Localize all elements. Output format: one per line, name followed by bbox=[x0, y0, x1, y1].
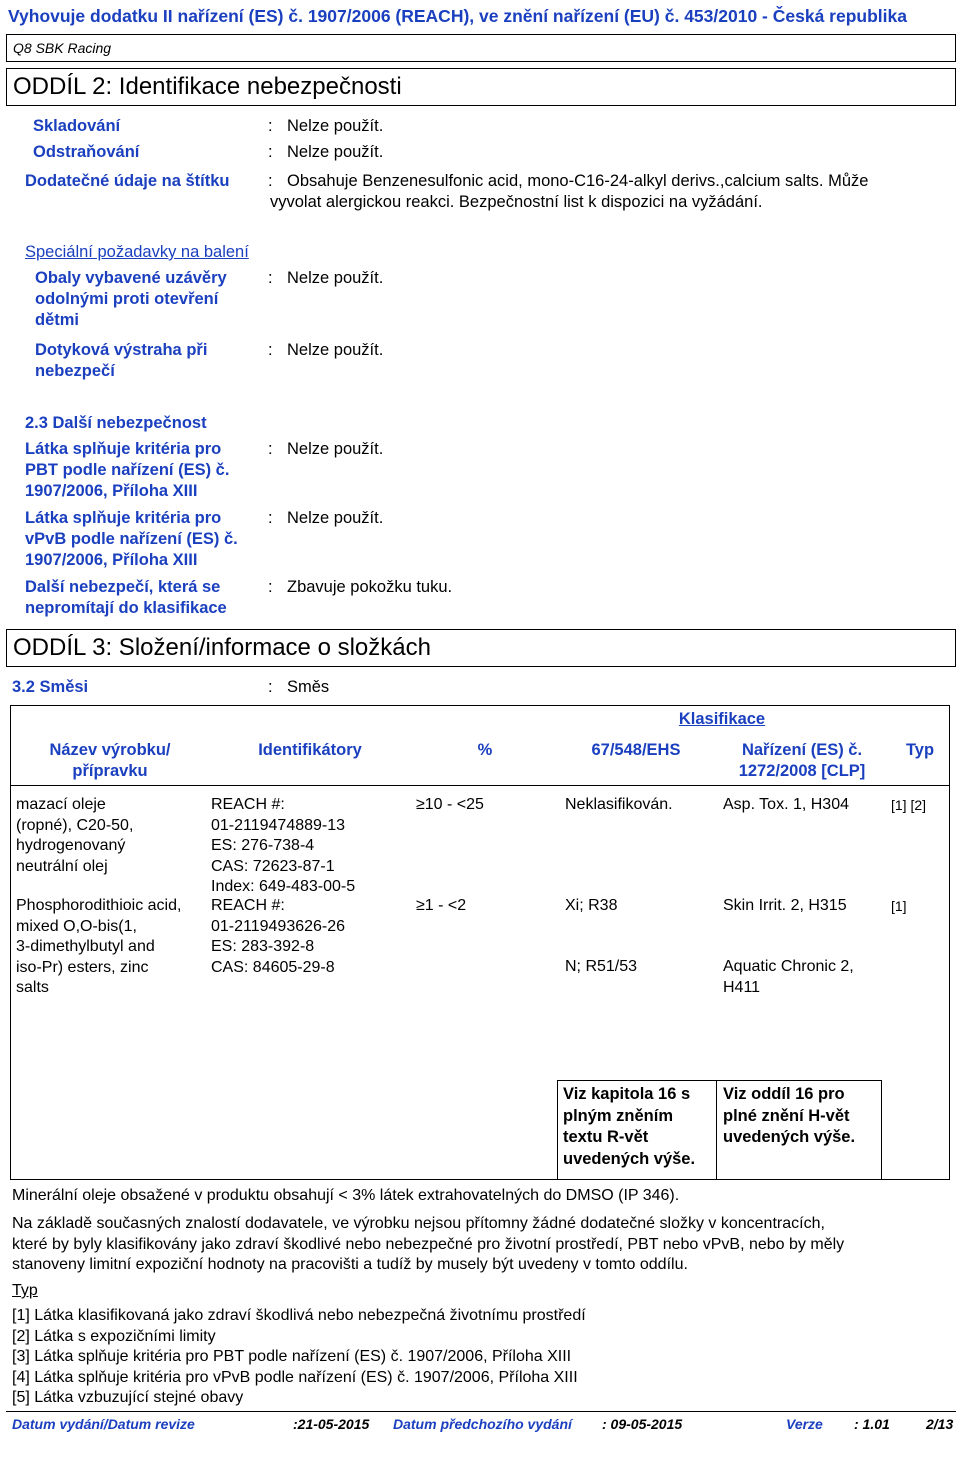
row1-percent: ≥10 - <25 bbox=[416, 796, 484, 813]
colon: : bbox=[268, 678, 273, 696]
header-typ: Typ bbox=[905, 741, 935, 759]
dalsi-label-line: nepromítají do klasifikace bbox=[25, 599, 227, 617]
row1-typ: [1] [2] bbox=[891, 797, 927, 813]
product-name-box bbox=[6, 34, 956, 62]
table-cell-line: ES: 276-738-4 bbox=[211, 837, 315, 854]
typ-list-item: [4] Látka splňuje kritéria pro vPvB podle nařízení (ES) č. 1907/2006, Příloha XIII bbox=[12, 1368, 578, 1386]
table-cell-line: salts bbox=[16, 979, 49, 996]
dotykova-value: Nelze použít. bbox=[287, 341, 384, 359]
pbt-label-line: 1907/2006, Příloha XIII bbox=[25, 482, 198, 500]
footnote-line: Viz oddíl 16 pro bbox=[723, 1085, 845, 1103]
colon: : bbox=[268, 143, 273, 161]
table-cell-line: CAS: 84605-29-8 bbox=[211, 958, 335, 976]
row2-ids bbox=[211, 896, 345, 978]
dodatecne-value-line1: Obsahuje Benzenesulfonic acid, mono-C16-24-alkyl derivs.,calcium salts. Může bbox=[287, 172, 869, 190]
table-cell-line: iso-Pr) esters, zinc bbox=[16, 958, 149, 976]
table-cell-line: 01-2119474889-13 bbox=[211, 816, 346, 834]
table-cell-line: Aquatic Chronic 2, bbox=[723, 958, 854, 975]
typ-heading: Typ bbox=[12, 1282, 38, 1299]
obaly-label-line: Obaly vybavené uzávěry bbox=[35, 269, 227, 287]
footer-datum-vydani-value: :21-05-2015 bbox=[293, 1416, 370, 1432]
dodatecne-label: Dodatečné údaje na štítku bbox=[25, 172, 230, 190]
row2-percent: ≥1 - <2 bbox=[416, 897, 467, 914]
footnote-clp-text bbox=[723, 1084, 855, 1149]
table-cell-line: mazací oleje bbox=[16, 796, 106, 813]
table-cell-line: (ropné), C20-50, bbox=[16, 816, 134, 834]
table-cell-line: ES: 283-392-8 bbox=[211, 938, 315, 955]
row2-clp-1: Skin Irrit. 2, H315 bbox=[723, 897, 847, 914]
paragraph-line: Na základě současných znalostí dodavatele, ve výrobku nejsou přítomny žádné dodatečné složky v koncentracích, bbox=[12, 1215, 825, 1232]
table-cell-line: Index: 649-483-00-5 bbox=[211, 878, 356, 895]
row2-ehs-1: Xi; R38 bbox=[565, 897, 618, 914]
footnote-line: uvedených výše. bbox=[723, 1128, 856, 1146]
table-cell-line: Phosphorodithioic acid, bbox=[16, 897, 182, 914]
colon: : bbox=[268, 269, 273, 287]
typ-list-item: [1] Látka klasifikovaná jako zdraví škodlivá nebo nebezpečná životnímu prostředí bbox=[12, 1307, 586, 1324]
pbt-label bbox=[25, 439, 229, 502]
header-nazev-line: Název výrobku/ bbox=[49, 741, 171, 759]
table-cell-line: hydrogenovaný bbox=[16, 837, 126, 854]
table-cell-line: neutrální olej bbox=[16, 857, 108, 875]
colon: : bbox=[268, 117, 273, 135]
product-name: Q8 SBK Racing bbox=[13, 40, 112, 56]
row2-clp-2 bbox=[723, 957, 854, 998]
footer-datum-predchoziho-value: : 09-05-2015 bbox=[602, 1416, 683, 1432]
colon: : bbox=[268, 509, 273, 527]
row1-ids bbox=[211, 795, 355, 898]
footnote-line: plným zněním bbox=[563, 1106, 674, 1125]
typ-list-item: [2] Látka s expozičními limity bbox=[12, 1327, 216, 1345]
table-cell-line: 01-2119493626-26 bbox=[211, 917, 346, 935]
dalsi-nebezpeci-label bbox=[25, 577, 227, 619]
typ-list-item: [3] Látka splňuje kritéria pro PBT podle nařízení (ES) č. 1907/2006, Příloha XIII bbox=[12, 1348, 572, 1365]
obaly-label-line: dětmi bbox=[35, 311, 80, 329]
colon: : bbox=[268, 440, 273, 458]
supplier-paragraph bbox=[12, 1214, 844, 1276]
dotykova-label bbox=[35, 340, 207, 382]
smesi-value: Směs bbox=[287, 678, 330, 696]
vpvb-label-line: 1907/2006, Příloha XIII bbox=[25, 551, 198, 569]
dalsi-label-line: Další nebezpečí, která se bbox=[25, 578, 221, 596]
skladovani-label: Skladování bbox=[33, 117, 121, 135]
typ-list-item: [5] Látka vzbuzující stejné obavy bbox=[12, 1389, 244, 1406]
skladovani-value: Nelze použít. bbox=[287, 117, 384, 135]
pbt-label-line: Látka splňuje kritéria pro bbox=[25, 440, 222, 458]
table-cell-line: mixed O,O-bis(1, bbox=[16, 917, 137, 935]
header-nazev bbox=[20, 740, 200, 782]
obaly-label-line: odolnými proti otevření bbox=[35, 290, 219, 308]
footnote-ehs-text bbox=[563, 1084, 695, 1170]
row2-typ: [1] bbox=[891, 898, 907, 914]
header-ehs: 67/548/EHS bbox=[591, 741, 681, 759]
table-cell-line: REACH #: bbox=[211, 897, 285, 914]
paragraph-line: které by byly klasifikovány jako zdraví škodlivé nebo nebezpečné pro životní prostředí, PBT nebo vPvB, nebo by měly bbox=[12, 1235, 845, 1253]
vpvb-label bbox=[25, 508, 238, 571]
table-cell-line: 3-dimethylbutyl and bbox=[16, 938, 155, 955]
dotykova-label-line: Dotyková výstraha při bbox=[35, 341, 208, 359]
document-header-title: Vyhovuje dodatku II nařízení (ES) č. 1907/2006 (REACH), ve znění nařízení (EU) č. 453/2010 - Česká republika bbox=[8, 6, 907, 26]
typ-list bbox=[12, 1306, 586, 1409]
mineral-oil-note: Minerální oleje obsažené v produktu obsahují < 3% látek extrahovatelných do DMSO (IP 346). bbox=[12, 1187, 680, 1204]
table-cell-line: H411 bbox=[723, 978, 761, 996]
odstranovani-label: Odstraňování bbox=[33, 143, 140, 161]
klasifikace-heading: Klasifikace bbox=[678, 710, 766, 728]
section-2-3-heading: 2.3 Další nebezpečnost bbox=[25, 414, 207, 432]
row1-name bbox=[16, 795, 133, 877]
footnote-line: uvedených výše. bbox=[563, 1149, 696, 1168]
pbt-label-line: PBT podle nařízení (ES) č. bbox=[25, 461, 230, 479]
row2-ehs-2: N; R51/53 bbox=[565, 958, 638, 975]
pbt-value: Nelze použít. bbox=[287, 440, 384, 458]
vpvb-label-line: Látka splňuje kritéria pro bbox=[25, 509, 222, 527]
odstranovani-value: Nelze použít. bbox=[287, 143, 384, 161]
dodatecne-value-line2: vyvolat alergickou reakci. Bezpečnostní list k dispozici na vyžádání. bbox=[270, 193, 763, 211]
table-cell-line: REACH #: bbox=[211, 796, 285, 813]
footer-datum-vydani-label: Datum vydání/Datum revize bbox=[12, 1416, 195, 1432]
row2-name bbox=[16, 896, 181, 999]
footnote-line: plné znění H-vět bbox=[723, 1106, 850, 1125]
header-nazev-line: přípravku bbox=[72, 762, 148, 780]
dalsi-nebezpeci-value: Zbavuje pokožku tuku. bbox=[287, 578, 453, 596]
header-identifikatory: Identifikátory bbox=[258, 741, 362, 759]
footer-verze-value: : 1.01 bbox=[854, 1416, 890, 1432]
paragraph-line: stanoveny limitní expoziční hodnoty na pracovišti a tudíž by musely být uvedeny v tomto oddílu. bbox=[12, 1256, 688, 1273]
smesi-label: 3.2 Směsi bbox=[12, 678, 89, 696]
header-clp-line: Nařízení (ES) č. bbox=[741, 741, 863, 759]
row1-ehs: Neklasifikován. bbox=[565, 796, 673, 813]
obaly-label bbox=[35, 268, 227, 331]
obaly-value: Nelze použít. bbox=[287, 269, 384, 287]
footnote-line: textu R-vět bbox=[563, 1128, 649, 1146]
header-clp bbox=[720, 740, 884, 782]
header-clp-line: 1272/2008 [CLP] bbox=[738, 762, 866, 780]
header-percent: % bbox=[477, 741, 493, 759]
dotykova-label-line: nebezpečí bbox=[35, 362, 115, 380]
row1-clp: Asp. Tox. 1, H304 bbox=[723, 796, 849, 813]
footer-verze-label: Verze bbox=[786, 1416, 823, 1432]
footnote-line: Viz kapitola 16 s bbox=[563, 1085, 691, 1103]
section-3-header bbox=[6, 629, 956, 667]
section-2-header bbox=[6, 68, 956, 106]
footer-page-number: 2/13 bbox=[926, 1416, 954, 1432]
vpvb-value: Nelze použít. bbox=[287, 509, 384, 527]
colon: : bbox=[268, 341, 273, 359]
table-header-divider bbox=[10, 785, 950, 786]
table-cell-line: CAS: 72623-87-1 bbox=[211, 857, 335, 875]
section-3-title: ODDÍL 3: Složení/informace o složkách bbox=[13, 634, 431, 661]
footer-divider bbox=[6, 1411, 956, 1412]
colon: : bbox=[268, 578, 273, 596]
vpvb-label-line: vPvB podle nařízení (ES) č. bbox=[25, 530, 238, 548]
specialni-pozadavky-heading: Speciální požadavky na balení bbox=[25, 243, 249, 261]
footer-datum-predchoziho-label: Datum předchozího vydání bbox=[393, 1416, 572, 1432]
section-2-title: ODDÍL 2: Identifikace nebezpečnosti bbox=[13, 73, 402, 100]
colon: : bbox=[268, 172, 273, 190]
